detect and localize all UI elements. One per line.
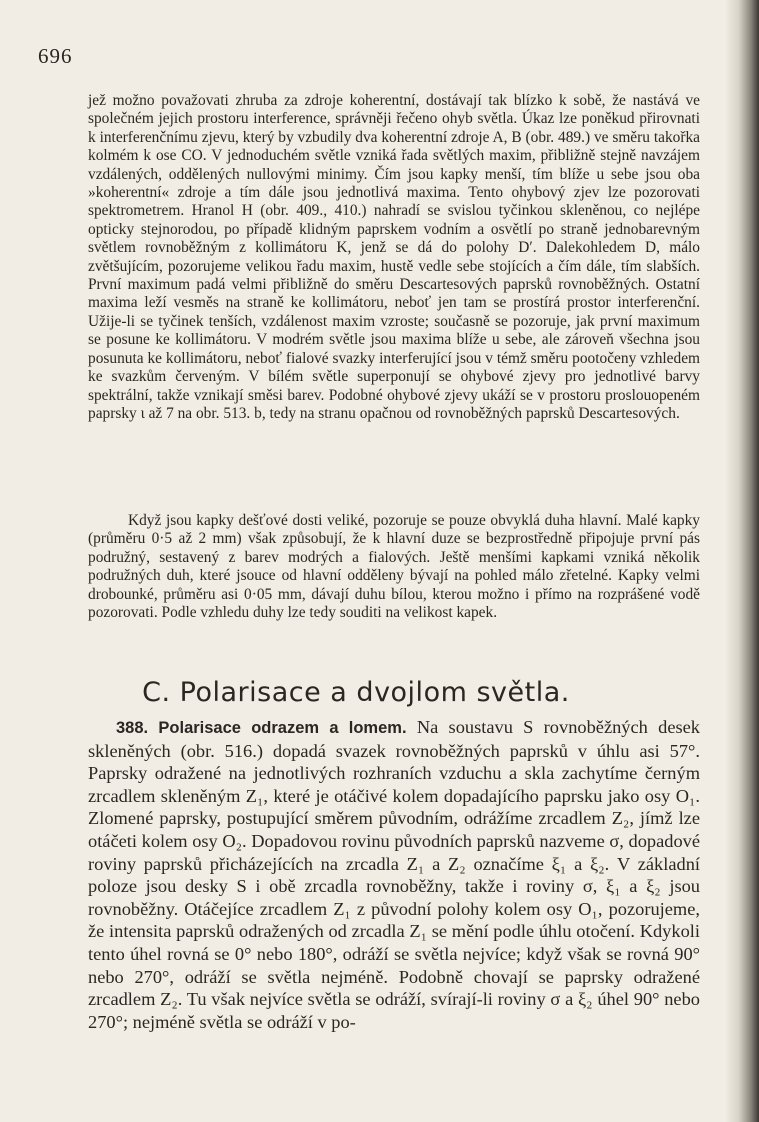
page-binding-shadow: [725, 0, 759, 1122]
section-title: Polarisace odrazem a lomem.: [158, 719, 407, 737]
paragraph-polarisation-text: Na soustavu S rovnoběžných desek skleněných (obr. 516.) dopadá svazek rovnoběžných paprsků v úhlu asi 57°. Paprsky odražené na jednotlivých rozhraních vzduchu a skla zachytíme černým zrcadlem skleněným Z₁, které je otáčivé kolem dopadajícího paprsku jako osy O₁. Zlomené paprsky, postupující směrem původním, odrážíme zrcadlem Z₂, jímž lze otáčeti kolem osy O₂. Dopadovou rovinu původních paprsků nazveme σ, dopadové roviny paprsků přicházejících na zrcadla Z₁ a Z₂ označíme ξ₁ a ξ₂. V základní poloze jsou desky S i obě zrcadla rovnoběžny, takže i roviny σ, ξ₁ a ξ₂ jsou rovnoběžny. Otáčejíce zrcadlem Z₁ z původní polohy kolem osy O₁, pozorujeme, že intensita paprsků odražených od zrcadla Z₁ se mění podle úhlu otočení. Kdykoli tento úhel rovná se 0° nebo 180°, odráží se světla nejvíce; když však se rovná 90° nebo 270°, odráží se světla nejméně. Podobně chovají se paprsky odražené zrcadlem Z₂. Tu však nejvíce světla se odráží, svírají-li roviny σ a ξ₂ úhel 90° nebo 270°; nejméně světla se odráží v po-: [88, 717, 700, 1032]
paragraph-polarisation: [88, 716, 700, 1033]
section-number: 388.: [116, 719, 149, 737]
page-number: 696: [38, 44, 73, 68]
paragraph-rainbow-drops: Když jsou kapky dešťové dosti veliké, pozoruje se pouze obvyklá duha hlavní. Malé kapky (průměru 0·5 až 2 mm) však způsobují, že k hlavní duze se bezprostředně připojuje první pás podružný, sestavený z barev modrých a fialových. Ještě menšími kapkami vzniká několik podružných duh, které jsouce od hlavní odděleny bývají na pohled málo zřetelné. Kapky velmi drobounké, průměru asi 0·05 mm, dávají duhu bílou, kterou možno i přímo na rozprášené vodě pozorovati. Podle vzhledu duhy lze tedy souditi na velikost kapek.: [88, 512, 700, 622]
paragraph-diffraction: jež možno považovati zhruba za zdroje koherentní, dostávají tak blízko k sobě, že nastává ve společném jejich prostoru interference, správněji řečeno ohyb světla. Úkaz lze poněkud přirovnati k interferenčnímu zjevu, který by vzbudily dva koherentní zdroje A, B (obr. 489.) ve směru takořka kolmém k ose CO. V jednoduchém světle vzniká řada světlých maxim, přibližně stejně navzájem vzdálených, oddělených nullovými minimy. Čím jsou kapky menší, tím blíže u sebe jsou oba »koherentní« zdroje a tím dále jsou jednotlivá maxima. Tento ohybový zjev lze pozorovati spektrometrem. Hranol H (obr. 409., 410.) nahradí se svislou tyčinkou skleněnou, co nejlépe opticky stejnorodou, po případě klidným paprskem vodním a osvětlí po straně jednobarevným světlem rovnoběžným z kollimátoru K, jenž se dá do polohy D′. Dalekohledem D, málo zvětšujícím, pozorujeme velikou řadu maxim, hustě vedle sebe stojících a čím dále, tím slabších. První maximum padá velmi přibližně do směru Descartesových paprsků rovnoběžných. Ostatní maxima leží vesměs na straně ke kollimátoru, neboť jen tam se prostírá prostor interferenční. Užije-li se tyčinek tenších, vzdálenost maxim vzroste; současně se pozoruje, jak první maximum se posune ke kollimátoru. V modrém světle jsou maxima blíže u sebe, ale zároveň všechna jsou posunuta ke kollimátoru, neboť fialové svazky interferující jsou v témž směru pootočeny vzhledem ke svazkům červeným. V bílém světle superponují se ohybové zjevy pro jednotlivé barvy spektrální, takže vznikají směsi barev. Podobné ohybové zjevy ukáží se v prostoru proslouopeném paprsky ι až 7 na obr. 513. b, tedy na stranu opačnou od rovnoběžných paprsků Descartesových.: [88, 92, 700, 422]
section-heading: C. Polarisace a dvojlom světla.: [142, 677, 570, 708]
